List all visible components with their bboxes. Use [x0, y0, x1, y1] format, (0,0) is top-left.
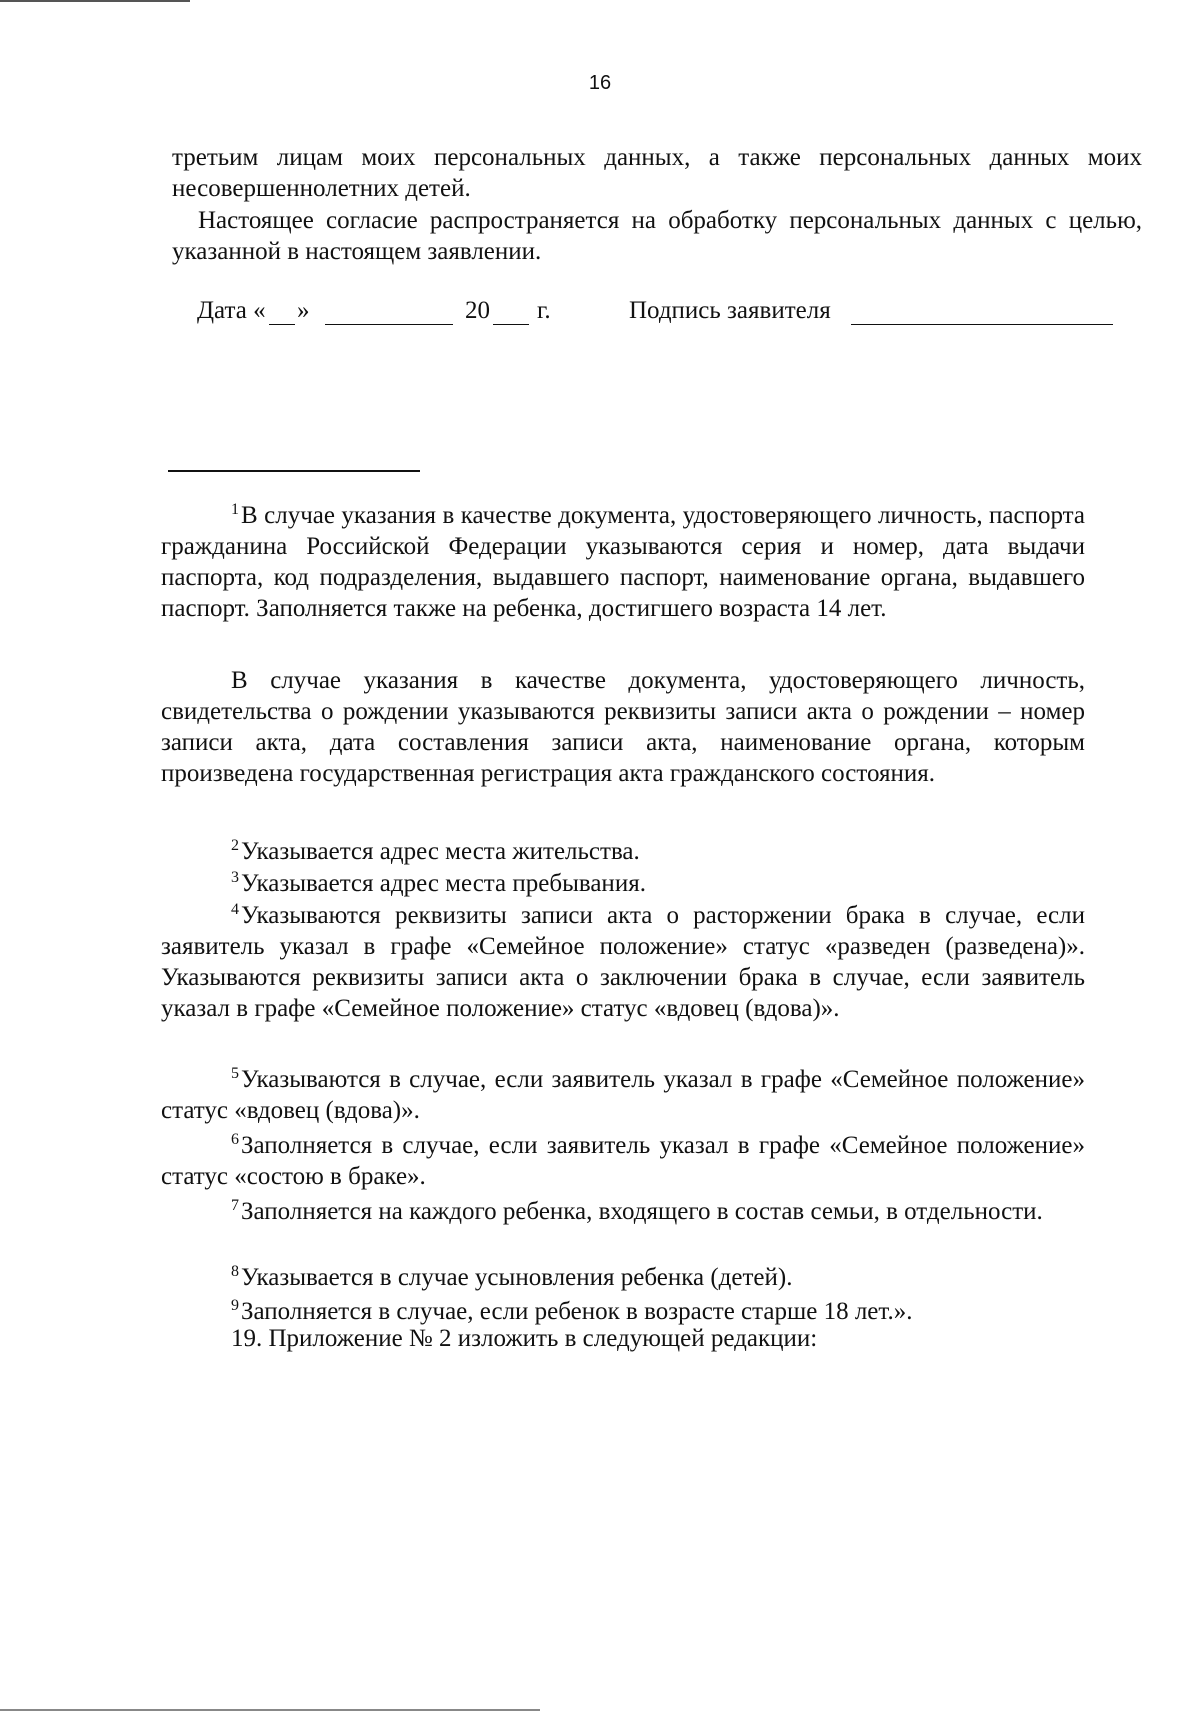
body-paragraph-2: Настоящее согласие распространяется на обработку персональных данных с целью, указанной в настоящем заявлении.: [172, 207, 1142, 265]
year-blank-line: [493, 324, 529, 325]
footnote-separator: [168, 470, 420, 472]
footnote-7: [161, 1190, 1085, 1227]
footnote-text: Указываются реквизиты записи акта о расторжении брака в случае, если заявитель указал в графе «Семейное положение» статус «разведен (разведена)». Указываются реквизиты записи акта о заключении брака в случае, если заявитель указал в графе «Семейное положение» статус «вдовец (вдова)».: [161, 902, 1085, 1022]
footnote-text: Указывается адрес места жительства.: [241, 838, 640, 865]
footnote-number: 8: [231, 1263, 239, 1280]
footnote-text: Указывается адрес места пребывания.: [241, 870, 646, 897]
footnote-number: 1: [231, 501, 239, 518]
year-suffix: г.: [537, 297, 551, 324]
footnote-1-continuation: [161, 665, 1085, 789]
scan-edge-top: [0, 0, 190, 2]
footnote-text: В случае указания в качестве документа, удостоверяющего личность, паспорта гражданина Российской Федерации указываются серия и номер, дата выдачи паспорта, код подразделения, выдавшего паспорт, наименование органа, выдавшего паспорт. Заполняется также на ребенка, достигшего возраста 14 лет.: [161, 502, 1085, 622]
footnote-5: [161, 1058, 1085, 1126]
footnote-text: В случае указания в качестве документа, удостоверяющего личность, свидетельства о рождении указываются реквизиты записи акта о рождении – номер записи акта, дата составления записи акта, наименование органа, которым произведена государственная регистрация акта гражданского состояния.: [161, 667, 1085, 787]
signature-date-row: [197, 297, 1117, 331]
footnote-number: 7: [231, 1197, 239, 1214]
footnote-number: 4: [231, 901, 239, 918]
month-blank-line: [325, 324, 453, 325]
footnote-8: [161, 1256, 1085, 1293]
footnote-4: [161, 894, 1085, 1024]
footnote-number: 5: [231, 1065, 239, 1082]
body-paragraph-1: третьим лицам моих персональных данных, а также персональных данных моих несовершеннолетних детей.: [172, 144, 1142, 202]
footnote-text: Указываются в случае, если заявитель указал в графе «Семейное положение» статус «вдовец (вдова)».: [161, 1066, 1085, 1124]
footnote-6: [161, 1124, 1085, 1192]
footnote-text: Заполняется на каждого ребенка, входящего в состав семьи, в отдельности.: [241, 1198, 1043, 1225]
signature-label: Подпись заявителя: [629, 297, 831, 324]
footnote-text: Указывается в случае усыновления ребенка (детей).: [241, 1264, 793, 1291]
footnote-1: [161, 494, 1085, 624]
signature-blank-line: [851, 324, 1113, 325]
footnote-9: [161, 1290, 1085, 1327]
footnote-number: 3: [231, 869, 239, 886]
footnote-text: Заполняется в случае, если заявитель указал в графе «Семейное положение» статус «состою в браке».: [161, 1132, 1085, 1190]
day-blank-line: [269, 324, 295, 325]
date-prefix: Дата «: [197, 297, 266, 324]
footnote-number: 9: [231, 1297, 239, 1314]
date-quote-close: »: [297, 297, 310, 324]
page-number: 16: [588, 72, 612, 94]
year-prefix: 20: [465, 297, 490, 324]
footnote-number: 2: [231, 837, 239, 854]
footnote-text: Заполняется в случае, если ребенок в возрасте старше 18 лет.».: [241, 1298, 913, 1325]
footnote-number: 6: [231, 1131, 239, 1148]
closing-instruction: 19. Приложение № 2 изложить в следующей редакции:: [231, 1325, 818, 1352]
